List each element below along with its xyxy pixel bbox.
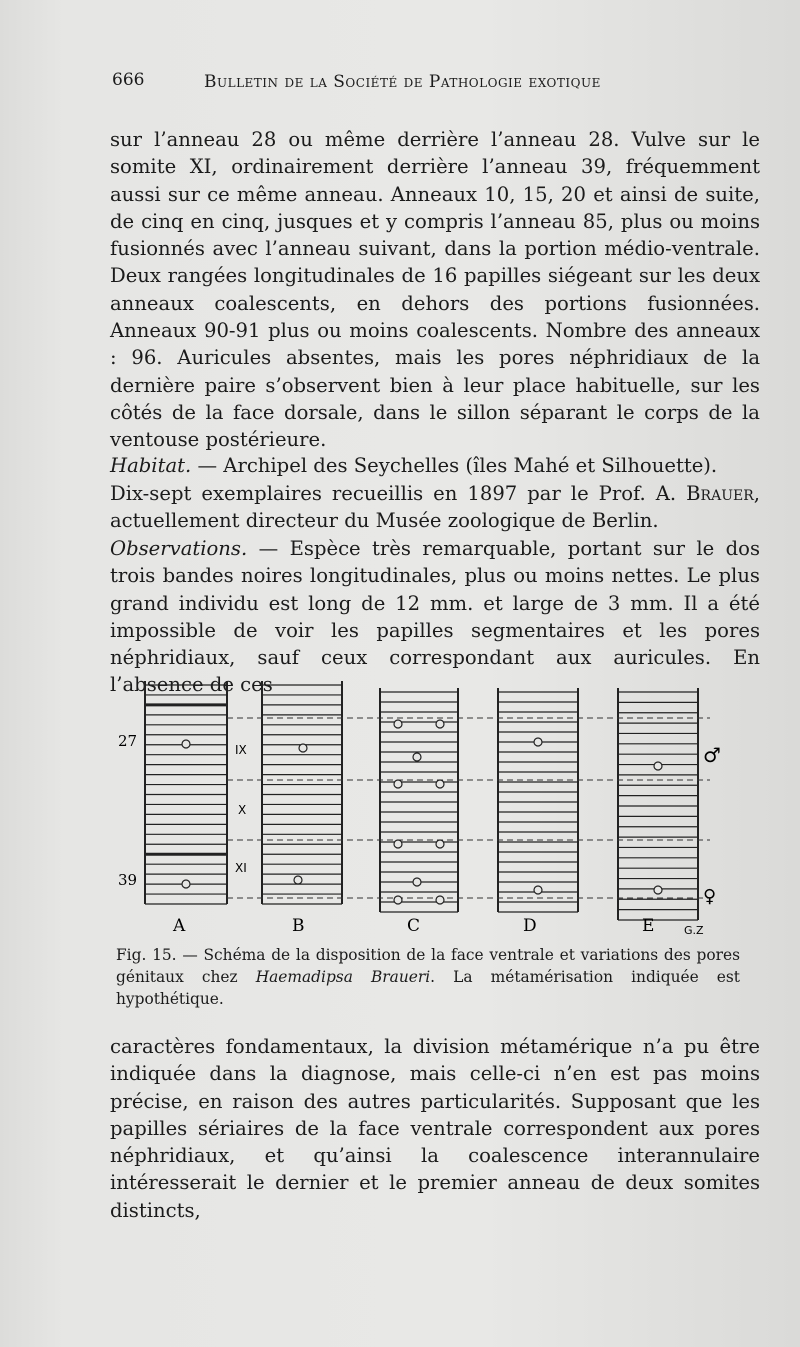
paragraph-specimens (110, 480, 760, 535)
pore (436, 896, 444, 904)
column-label-e: E (642, 916, 655, 936)
female-symbol: ♀ (703, 886, 717, 907)
pore (394, 840, 402, 848)
figure-caption (116, 944, 740, 1010)
column-label-b: B (292, 916, 305, 936)
column-label-a: A (173, 916, 186, 936)
somite-label-ix: IX (235, 743, 247, 757)
pore (299, 744, 307, 752)
caption-text-start: — Schéma de la disposition de la face ventrale et variations des pores génitaux chez (116, 946, 740, 986)
specimens-text-start: Dix-sept exemplaires recueillis en 1897 par le Prof. A. (110, 482, 687, 505)
male-symbol: ♂ (703, 743, 721, 767)
figure-15 (110, 672, 730, 942)
column-label-d: D (523, 916, 537, 936)
illustrator-signature: G.Z (684, 924, 704, 937)
column-label-c: C (407, 916, 421, 936)
paragraph-habitat (110, 452, 758, 479)
pore (394, 896, 402, 904)
somite-label-x: X (238, 803, 247, 817)
collector-name: Brauer (686, 482, 754, 505)
specimens-text-end: , actuellement directeur du Musée zoologique de Berlin. (110, 482, 760, 533)
paragraph-description: sur l’anneau 28 ou même derrière l’anneau 28. Vulve sur le somite XI, ordinairement derrière l’anneau 39, fréquemment aussi sur ce même anneau. Anneaux 10, 15, 20 et ainsi de suite, de cinq en cinq, jusques et y compris l’anneau 85, plus ou moins fusionnés avec l’anneau suivant, dans la portion médio-ventrale. Deux rangées longitudinales de 16 papilles siégeant sur les deux anneaux coalescents, en dehors des portions fusionnées. Anneaux 90-91 plus ou moins coalescents. Nombre des anneaux : 96. Auricules absentes, mais les pores néphridiaux de la dernière paire s’observent bien à leur place habituelle, sur les côtés de la face dorsale, dans le sillon séparant le corps de la ventouse postérieure. (110, 128, 760, 452)
pore (654, 762, 662, 770)
pore (654, 886, 662, 894)
figure-diagram (110, 672, 730, 942)
header (112, 70, 692, 104)
pore (534, 738, 542, 746)
pore (294, 876, 302, 884)
ring-label-39: 39 (118, 871, 138, 889)
pore (413, 878, 421, 886)
observations-text: — Espèce très remarquable, portant sur le dos trois bandes noires longitudinales, plus ou moins nettes. Le plus grand individu est long de 12 mm. et large de 3 mm. Il a été impossible de voir les papilles segmentaires et les pores néphridiaux, sauf ceux correspondant aux auricules. En l’absence de ces (110, 537, 760, 697)
ring-ladders (145, 681, 698, 920)
pore (413, 753, 421, 761)
pore (534, 886, 542, 894)
paragraph-continuation: caractères fondamentaux, la division métamérique n’a pu être indiquée dans la diagnose, mais celle-ci n’en est pas moins précise, en raison des autres particularités. Supposant que les papilles sériaires de la face ventrale correspondent aux pores néphridiaux, et qu’ainsi la coalescence interannulaire intéresserait le dernier et le premier anneau de deux somites distincts, (110, 1035, 760, 1222)
running-title: Bulletin de la Société de Pathologie exotique (204, 72, 601, 92)
pore (436, 720, 444, 728)
pore (182, 880, 190, 888)
pore (394, 780, 402, 788)
observations-label: Observations. (110, 537, 248, 560)
habitat-text: — Archipel des Seychelles (îles Mahé et Silhouette). (191, 454, 718, 477)
ring-label-27: 27 (118, 732, 138, 750)
somite-label-xi: XI (235, 861, 247, 875)
caption-text-end: . La métamérisation indiquée est hypothétique. (116, 968, 740, 1008)
caption-fig-label: Fig. 15. (116, 946, 177, 964)
habitat-label: Habitat. (110, 454, 192, 477)
caption-species: Haemadipsa Braueri (255, 968, 431, 986)
page-number: 666 (112, 70, 145, 90)
pore (394, 720, 402, 728)
pore (182, 740, 190, 748)
pore (436, 840, 444, 848)
pore (436, 780, 444, 788)
